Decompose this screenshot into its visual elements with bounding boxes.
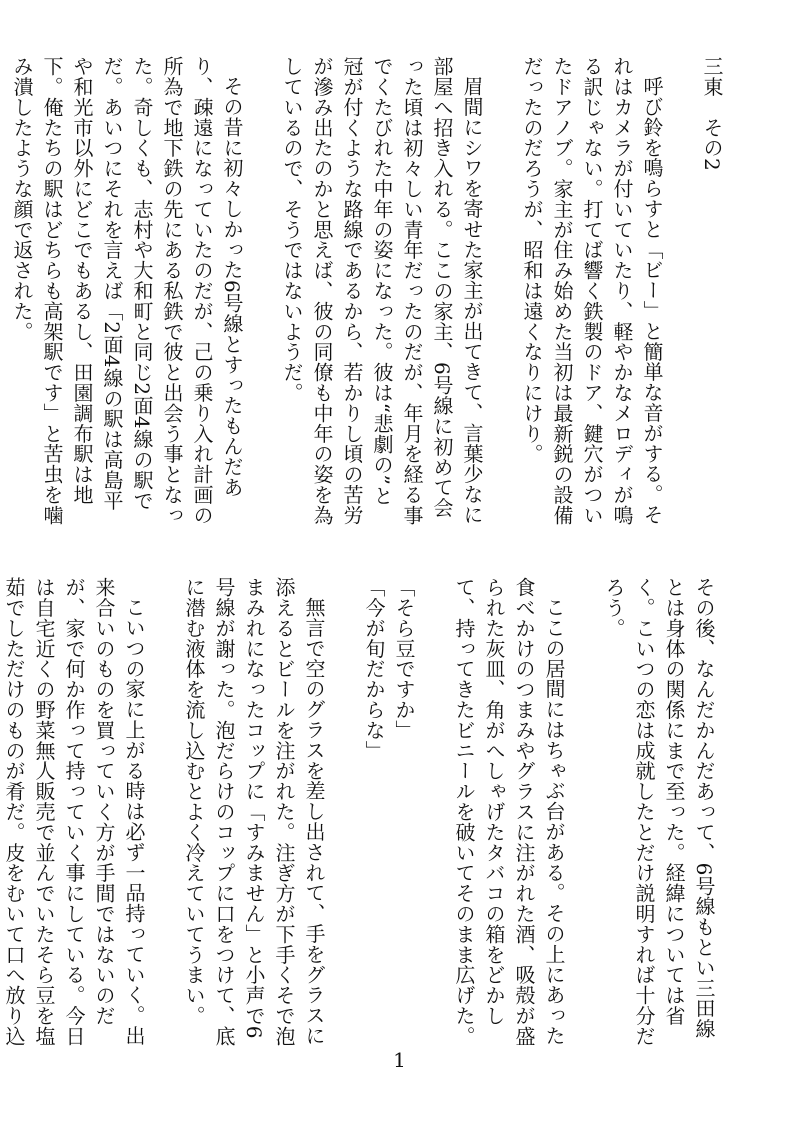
paragraph: その昔に初々しかった6号線とすったもんだあり、疎遠になっていたのだが、己の乗り入れ計画の所為で地下鉄の先にある私鉄で彼と出会う事となった。奇しくも、志村や大和町と同じ2面4線の駅でだ。あいつにそれを言えば「2面4線の駅は高島平や和光市以外にどこでもあるし、田園調布駅は地下。俺たちの駅はどちらも高架駅です」と苦虫を噛み潰したような顔で返された。 xyxy=(10,56,244,526)
paragraph: 呼び鈴を鳴らすと「ビー」と簡単な音がする。それはカメラが付いていたり、軽やかなメロディが鳴る訳じゃない。打てば響く鉄製のドア、鍵穴がついたドアノブ。家主が住み始めた当初は最新鋭の設備だったのだろうが、昭和は遠くなりにけり。 xyxy=(520,56,664,526)
paragraph: ここの居間にはちゃぶ台がある。その上にあった食べかけのつまみやグラスに注がれた酒、吸殻が盛られた灰皿、角がへしゃげたタバコの箱をどかして、持ってきたビニールを破いてそのまま広げた。 xyxy=(452,577,566,1047)
page-number: 1 xyxy=(393,1048,406,1072)
chapter-title: 三東 その2 xyxy=(700,56,724,172)
paragraph: こいつの家に上がる時は必ず一品持っていく。出来合いのものを買っていく方が手間ではないのだが、家で何か作って持っていく事にしている。今日は自宅近くの野菜無人販売で並んでいたそら豆を塩茹でしただけのものが肴だ。皮をむいて口へ放り込 xyxy=(2,577,146,1047)
paragraph: その後、なんだかんだあって、6号線もとい三田線とは身体の関係にまで至った。経緯については省く。こいつの恋は成就したとだけ説明すれば十分だろう。 xyxy=(602,577,716,1047)
dialogue-line: 「そら豆ですか」 xyxy=(392,577,416,741)
upper-text-block xyxy=(10,56,727,526)
paragraph: 無言で空のグラスを差し出されて、手をグラスに添えるとビールを注がれた。注ぎ方が下手くそで泡まみれになったコップに「すみません」と小声で6号線が謝った。泡だらけのコップに口をつけて、底に潜む液体を流し込むとよく冷えていてうまい。 xyxy=(182,577,326,1047)
paragraph: 眉間にシワを寄せた家主が出てきて、言葉少なに部屋へ招き入れる。ここの家主、6号線に初めて会った頃は初々しい青年だったのだが、年月を経る事でくたびれた中年の姿になった。彼は“悲劇の”と冠が付くような路線であるから、若かりし頃の苦労が滲み出たのかと思えば、彼の同僚も中年の姿を為しているので、そうではないようだ。 xyxy=(280,56,484,526)
lower-text-block xyxy=(2,577,719,1047)
dialogue-line: 「今が旬だからな」 xyxy=(362,577,386,761)
